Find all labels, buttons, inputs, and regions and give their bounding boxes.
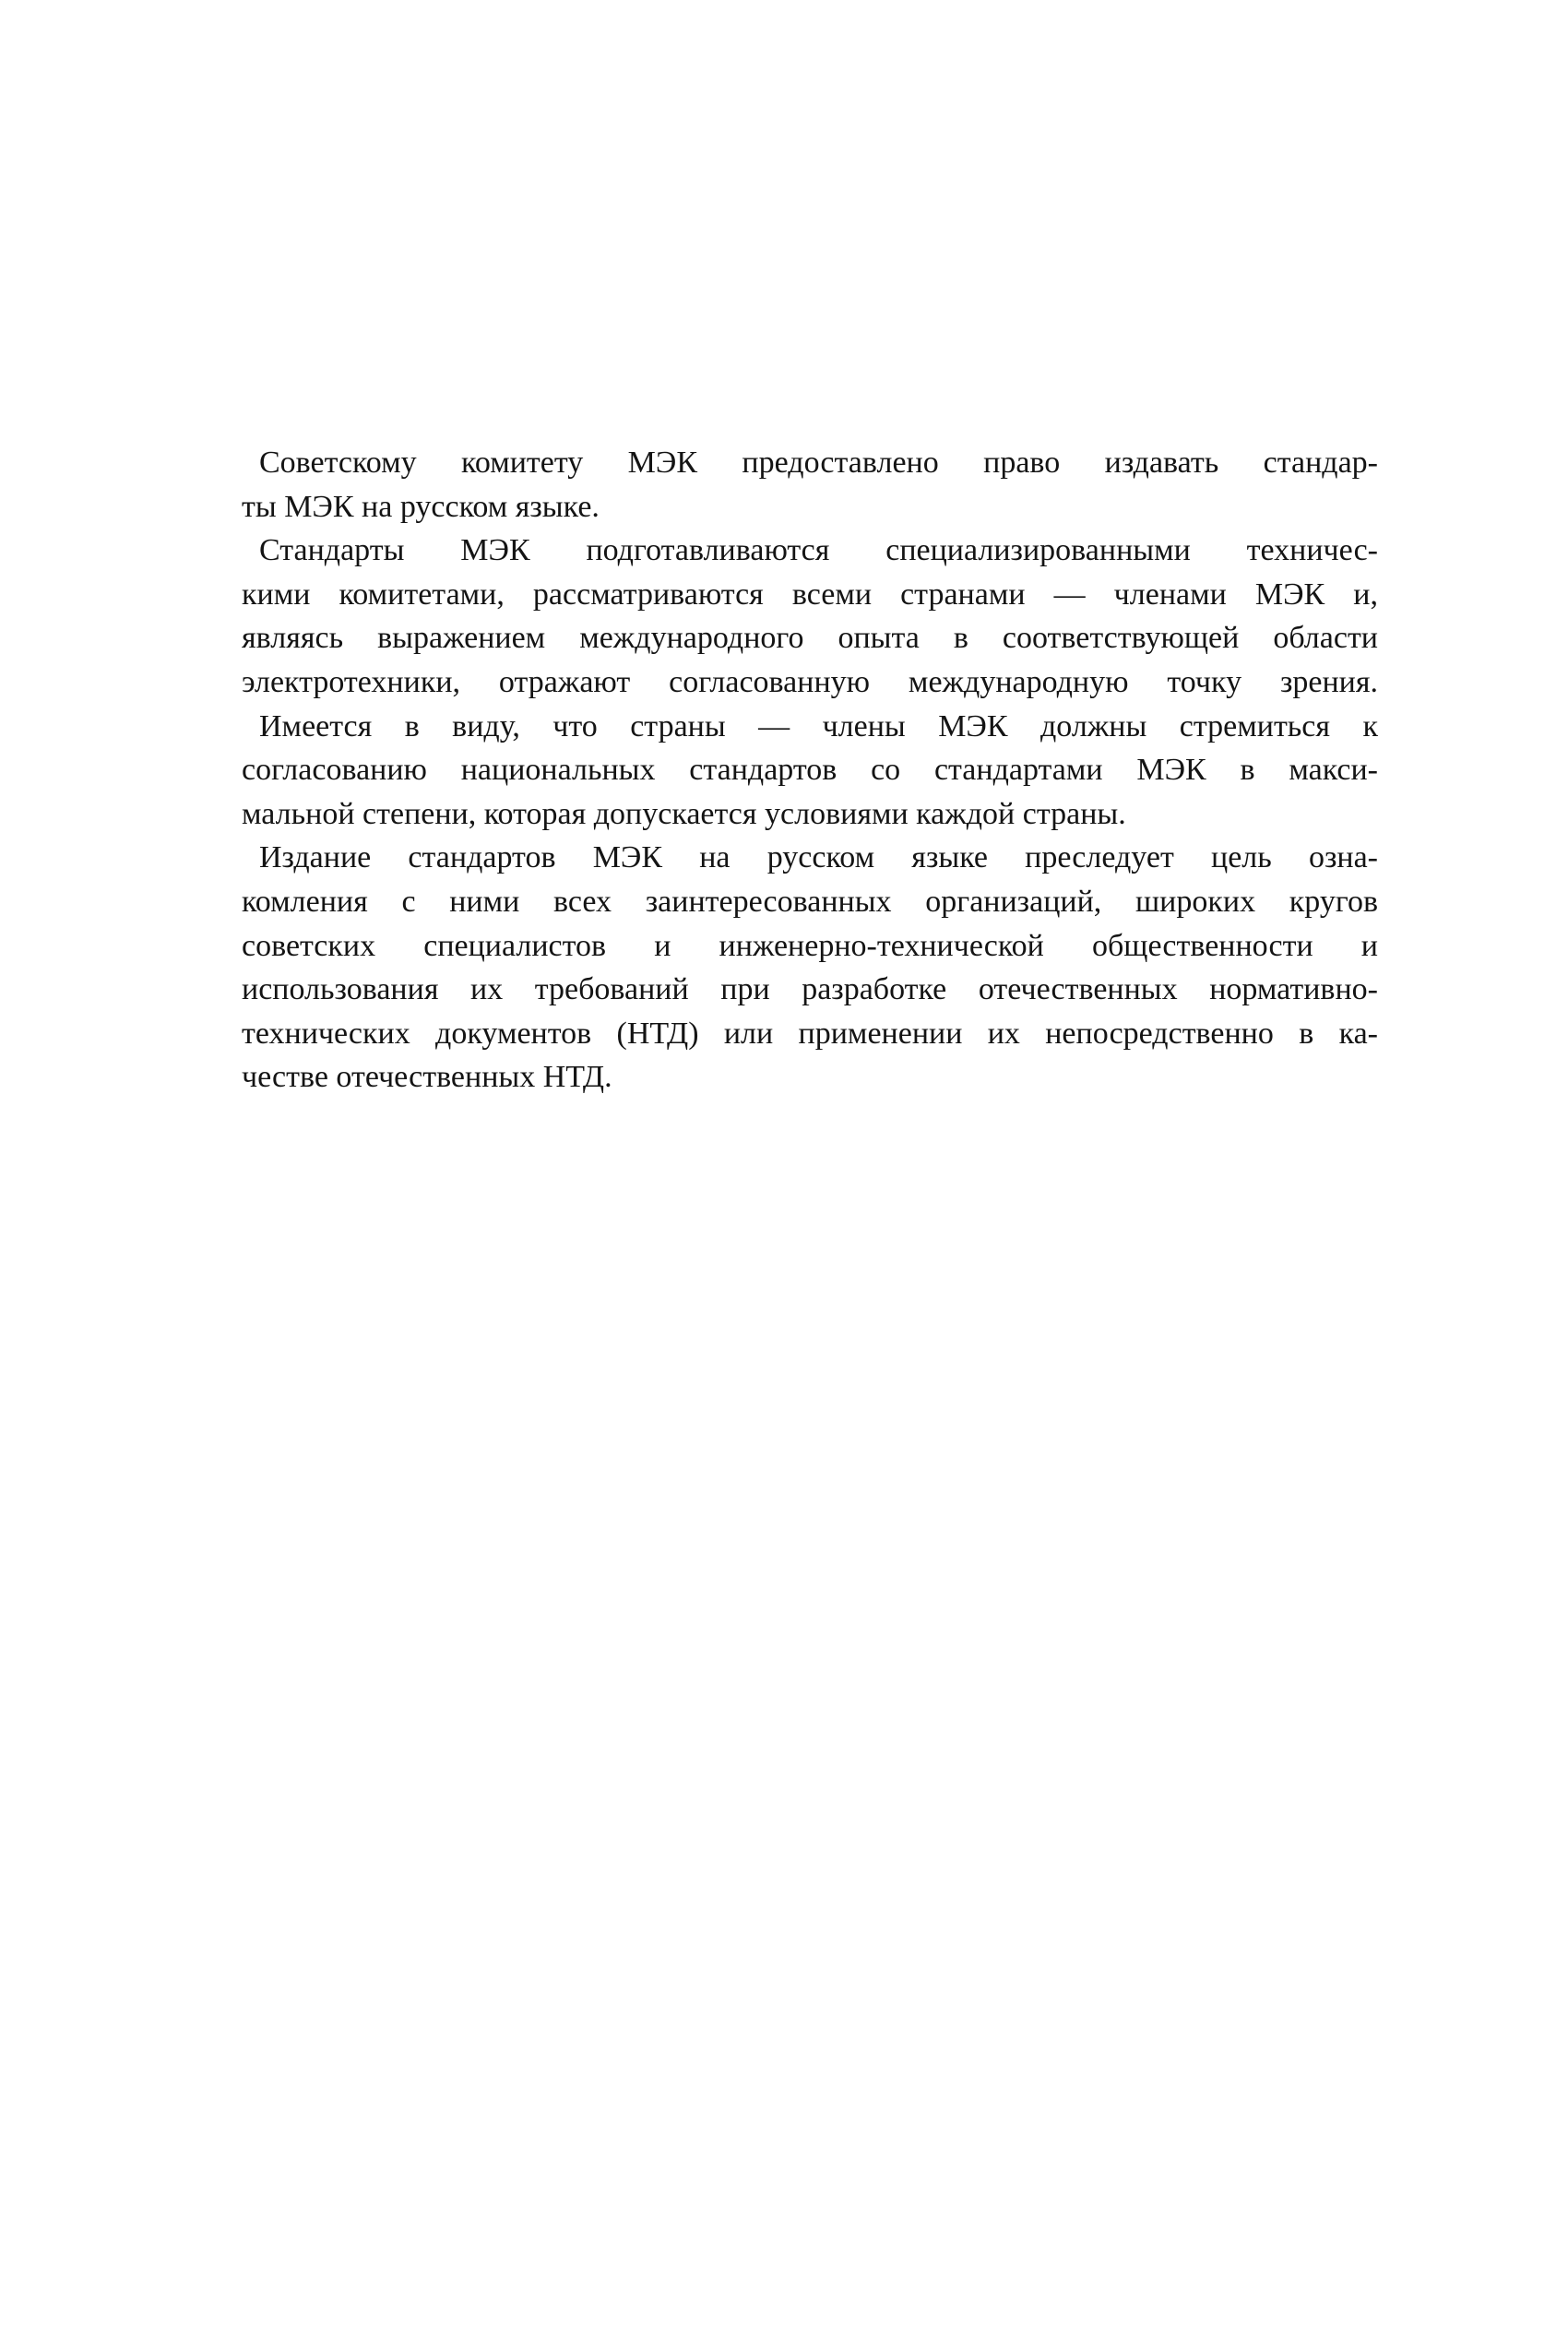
text-line: мальной степени, которая допускается условиями каждой страны. [242,796,1126,831]
text-line: Издание стандартов МЭК на русском языке преследует цель озна- [259,840,1378,875]
text-line: Стандарты МЭК подготавливаются специализированными техничес- [259,533,1378,568]
text-line: использования их требований при разработке отечественных нормативно- [242,972,1378,1007]
text-line: ты МЭК на русском языке. [242,489,600,524]
text-line: технических документов (НТД) или применении их непосредственно в ка- [242,1016,1378,1051]
body-text [242,441,1378,1100]
text-line: являясь выражением международного опыта в соответствующей области [242,621,1378,656]
paragraph-1 [242,441,1378,529]
paragraph-4 [242,836,1378,1100]
text-line: комления с ними всех заинтересованных организаций, широких кругов [242,884,1378,919]
paragraph-2 [242,529,1378,704]
text-line: кими комитетами, рассматриваются всеми странами — членами МЭК и, [242,577,1378,612]
text-line: согласованию национальных стандартов со стандартами МЭК в макси- [242,753,1378,788]
text-line: честве отечественных НТД. [242,1060,612,1095]
paragraph-3 [242,705,1378,837]
text-line: советских специалистов и инженерно-технической общественности и [242,928,1378,963]
text-line: электротехники, отражают согласованную международную точку зрения. [242,664,1378,699]
text-line: Советскому комитету МЭК предоставлено право издавать стандар- [259,446,1378,480]
text-line: Имеется в виду, что страны — члены МЭК должны стремиться к [259,708,1378,743]
